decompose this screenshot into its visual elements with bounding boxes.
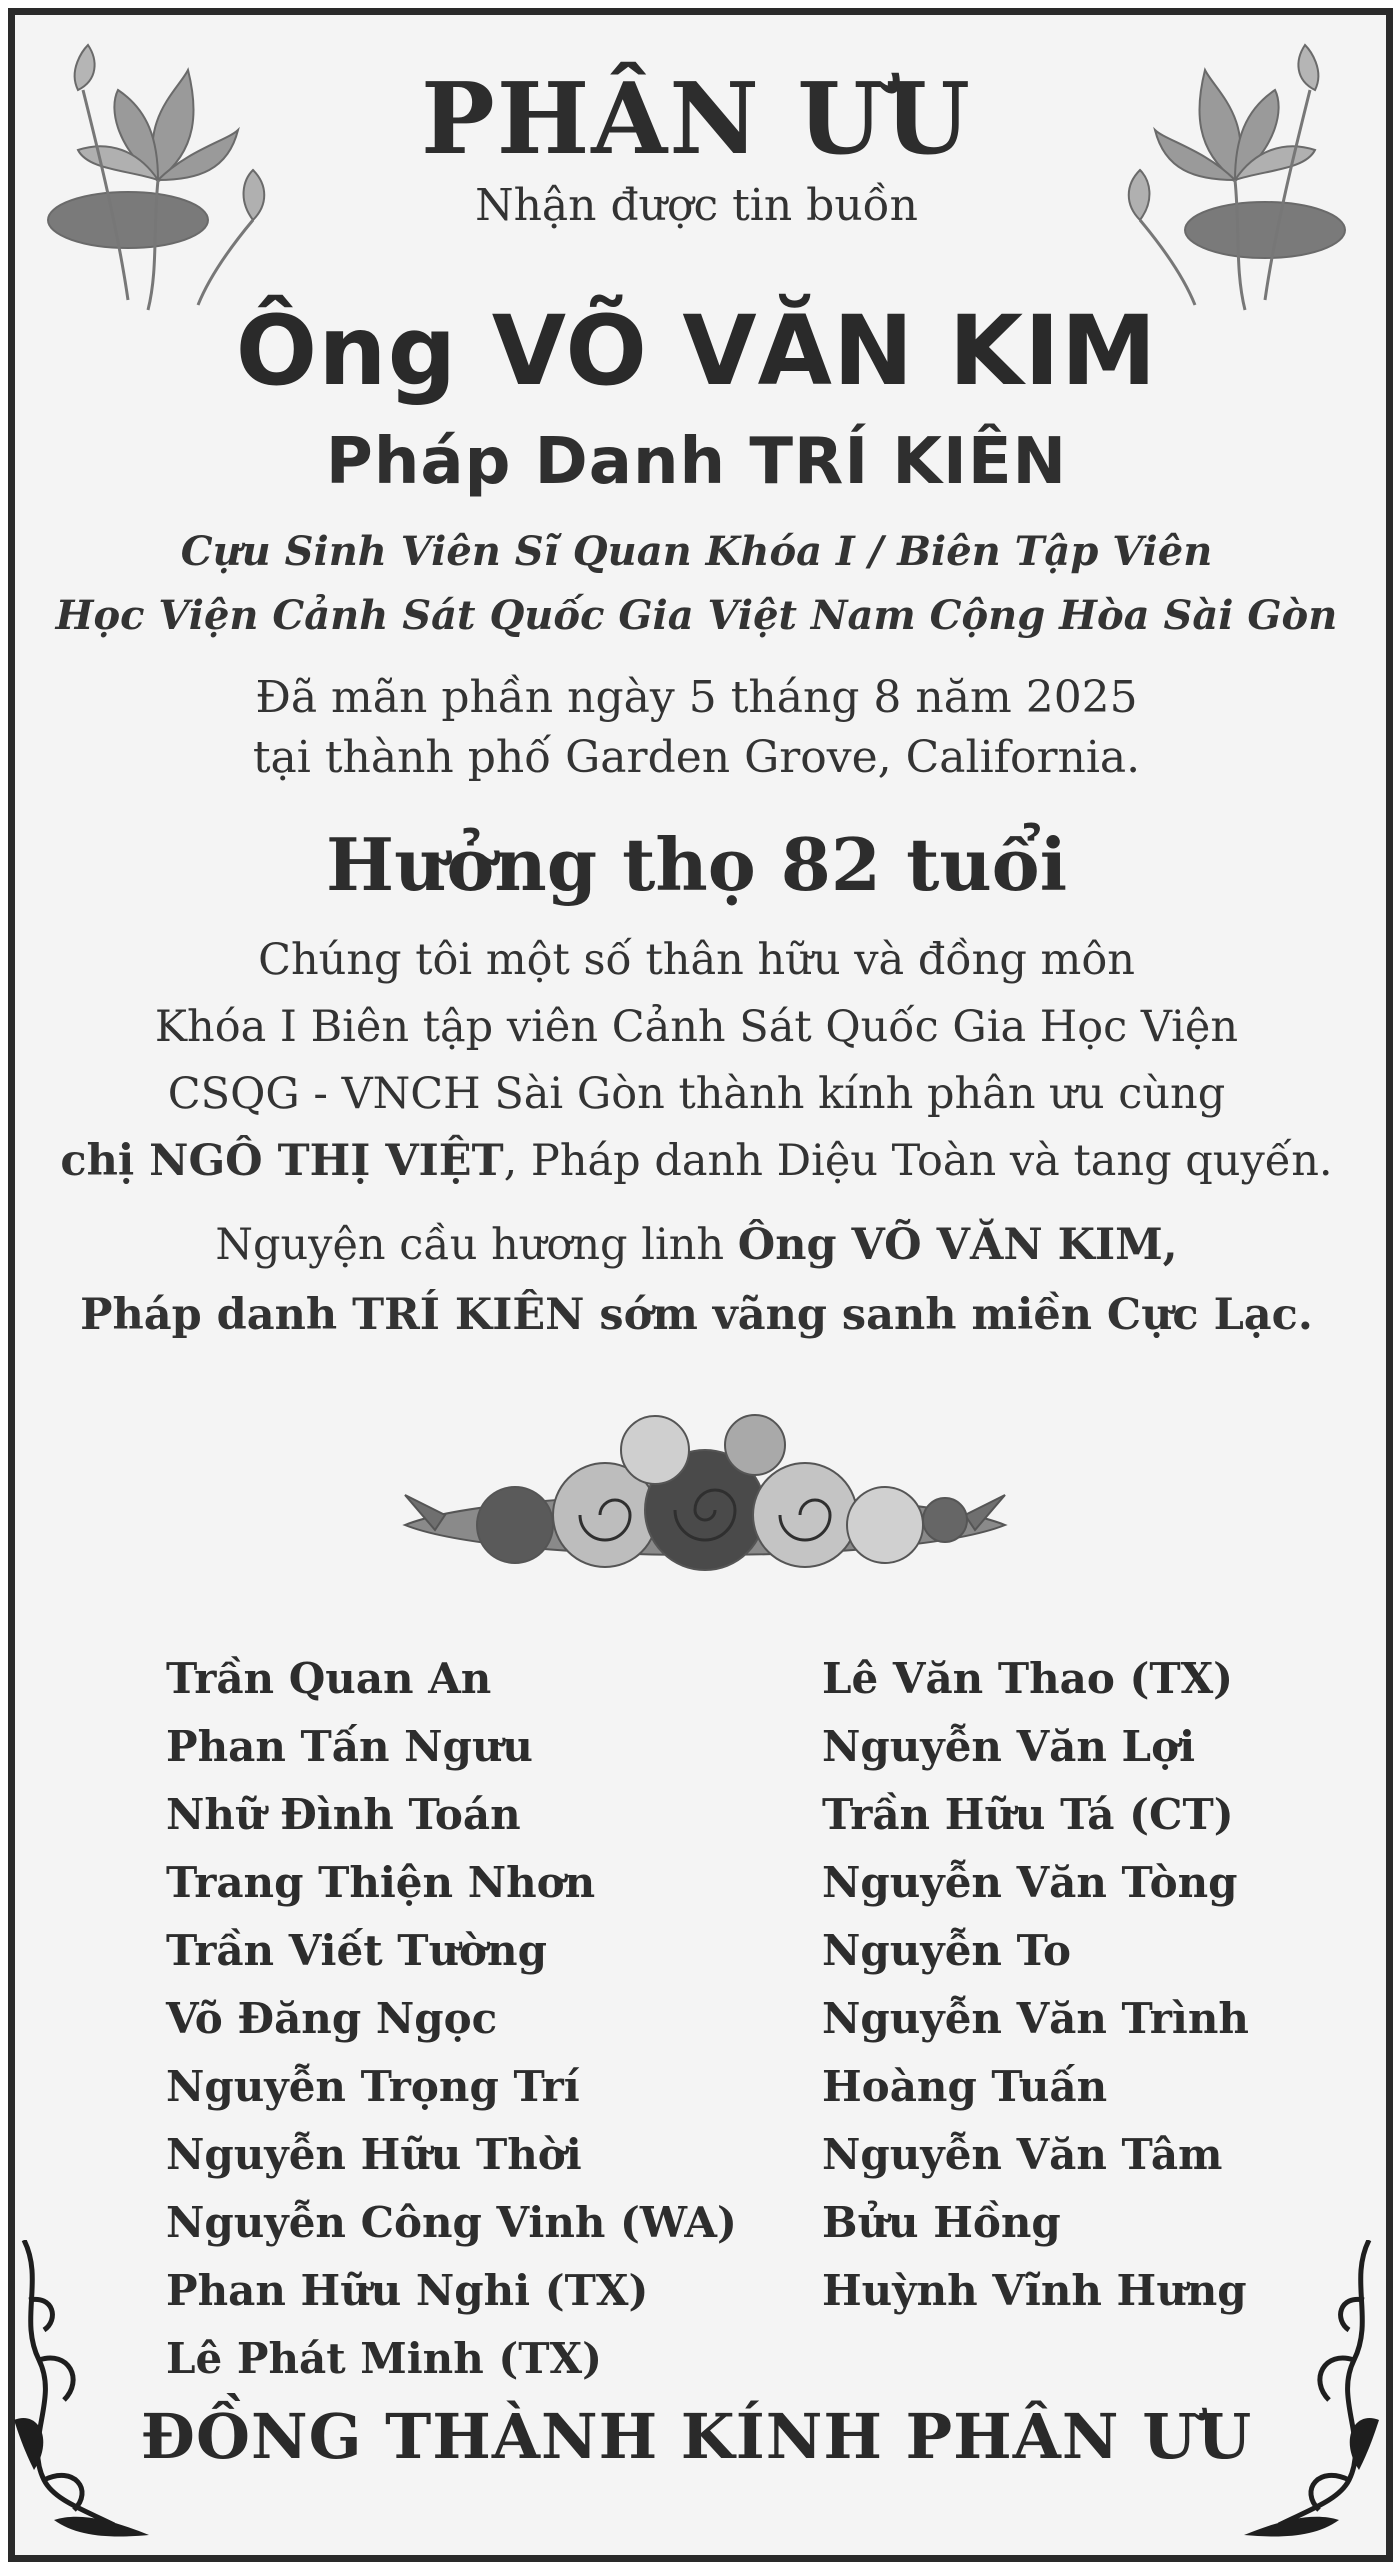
passed-line-2: tại thành phố Garden Grove, California. — [252, 732, 1141, 783]
role-line-1: Cựu Sinh Viên Sĩ Quan Khóa I / Biên Tập Viên — [180, 528, 1213, 575]
list-item: Nguyễn To — [822, 1926, 1072, 1975]
names-column-left — [166, 1645, 737, 2393]
list-item: Trần Quan An — [166, 1654, 492, 1703]
list-item: Nguyễn Văn Tâm — [822, 2130, 1223, 2179]
list-item: Nhữ Đình Toán — [166, 1790, 521, 1839]
list-item: Lê Văn Thao (TX) — [822, 1654, 1234, 1703]
passed-line-1: Đã mãn phần ngày 5 tháng 8 năm 2025 — [255, 672, 1138, 723]
prayer-line-1-bold: Ông VÕ VĂN KIM, — [737, 1220, 1178, 1270]
deceased-name: Ông VÕ VĂN KIM — [235, 295, 1158, 407]
list-item: Nguyễn Công Vinh (WA) — [166, 2198, 737, 2247]
list-item: Võ Đăng Ngọc — [166, 1994, 498, 2043]
prayer-line-2: Pháp danh TRÍ KIÊN sớm vãng sanh miền Cực Lạc. — [80, 1290, 1313, 1340]
message-line-2: Khóa I Biên tập viên Cảnh Sát Quốc Gia Học Viện — [154, 1002, 1239, 1052]
list-item: Hoàng Tuấn — [822, 2062, 1108, 2111]
message-line-4 — [0, 1136, 1393, 1186]
list-item: Nguyễn Hữu Thời — [166, 2130, 582, 2179]
scroll-ornament-icon-right — [1239, 2240, 1379, 2540]
age-line: Hưởng thọ 82 tuổi — [325, 822, 1068, 907]
dharma-name: Pháp Danh TRÍ KIÊN — [325, 425, 1068, 499]
prayer-line-1-plain: Nguyện cầu hương linh — [215, 1220, 738, 1270]
list-item: Nguyễn Trọng Trí — [166, 2062, 580, 2111]
subtitle: Nhận được tin buồn — [475, 180, 918, 231]
list-item: Bửu Hồng — [822, 2198, 1061, 2247]
list-item: Trang Thiện Nhơn — [166, 1858, 596, 1907]
list-item: Phan Tấn Ngưu — [166, 1722, 533, 1771]
list-item: Nguyễn Văn Lợi — [822, 1722, 1196, 1771]
list-item: Nguyễn Văn Trình — [822, 1994, 1249, 2043]
widow-name: chị NGÔ THỊ VIỆT — [60, 1136, 504, 1186]
role-line-2: Học Viện Cảnh Sát Quốc Gia Việt Nam Cộng Hòa Sài Gòn — [55, 592, 1338, 639]
footer-title: ĐỒNG THÀNH KÍNH PHÂN ƯU — [140, 2400, 1253, 2473]
rose-bouquet-icon — [385, 1375, 1025, 1625]
prayer-line-1 — [0, 1220, 1393, 1270]
list-item: Phan Hữu Nghi (TX) — [166, 2266, 649, 2315]
list-item: Lê Phát Minh (TX) — [166, 2334, 602, 2383]
list-item: Huỳnh Vĩnh Hưng — [822, 2266, 1247, 2315]
list-item: Nguyễn Văn Tòng — [822, 1858, 1238, 1907]
names-column-right — [822, 1645, 1249, 2325]
message-line-1: Chúng tôi một số thân hữu và đồng môn — [258, 935, 1135, 985]
message-line-4-rest: , Pháp danh Diệu Toàn và tang quyến. — [503, 1136, 1333, 1186]
scroll-ornament-icon-left — [14, 2240, 154, 2540]
list-item: Trần Hữu Tá (CT) — [822, 1790, 1234, 1839]
list-item: Trần Viết Tường — [166, 1926, 547, 1975]
page-title: PHÂN ƯU — [421, 62, 972, 177]
message-line-3: CSQG - VNCH Sài Gòn thành kính phân ưu cùng — [167, 1069, 1226, 1119]
